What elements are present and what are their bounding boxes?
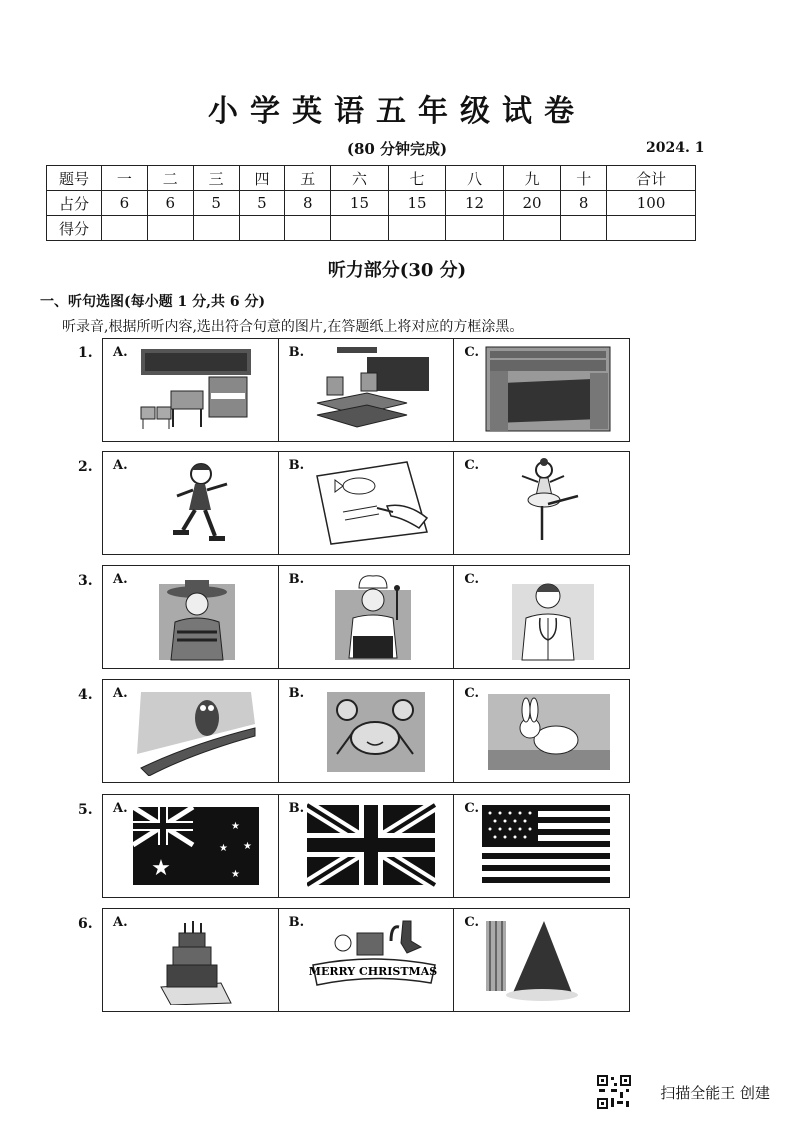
option-label: C. <box>464 915 479 930</box>
score-row <box>47 216 696 241</box>
exam-date: 2024. 1 <box>646 140 705 156</box>
option-b[interactable] <box>279 566 455 668</box>
points-cell: 5 <box>239 191 285 216</box>
option-a[interactable] <box>103 680 279 782</box>
question-number-row <box>47 166 696 191</box>
classroom-with-piano-icon <box>131 343 263 435</box>
option-c[interactable] <box>454 339 629 441</box>
option-c[interactable] <box>454 452 629 554</box>
birthday-cake-icon <box>131 913 263 1005</box>
option-label: A. <box>113 458 128 473</box>
option-label: A. <box>113 801 128 816</box>
section-heading: 一、听句选图(每小题 1 分,共 6 分) <box>40 294 266 310</box>
option-label: C. <box>464 572 479 587</box>
points-cell: 6 <box>147 191 193 216</box>
score-cell[interactable] <box>285 216 331 241</box>
score-cell[interactable] <box>446 216 504 241</box>
hand-drawing-fish-icon <box>307 456 439 548</box>
option-c[interactable] <box>454 909 629 1011</box>
crab-icon <box>307 684 439 776</box>
question-cell: 二 <box>147 166 193 191</box>
question-cell: 一 <box>102 166 148 191</box>
option-b[interactable] <box>279 795 455 897</box>
scanner-watermark: 扫描全能王 创建 <box>660 1084 770 1102</box>
option-label: C. <box>464 801 479 816</box>
question-row <box>102 679 630 783</box>
points-cell: 8 <box>285 191 331 216</box>
page-title: 小学英语五年级试卷 <box>208 94 586 129</box>
score-cell[interactable] <box>503 216 561 241</box>
svg-text:★: ★ <box>243 841 252 852</box>
question-cell: 六 <box>331 166 389 191</box>
question-number: 1. <box>78 345 93 361</box>
points-cell: 8 <box>561 191 607 216</box>
score-cell[interactable] <box>561 216 607 241</box>
option-b[interactable] <box>279 339 455 441</box>
option-a[interactable] <box>103 339 279 441</box>
option-c[interactable] <box>454 566 629 668</box>
qr-code-icon <box>596 1074 632 1110</box>
points-row <box>47 191 696 216</box>
question-row <box>102 794 630 898</box>
score-table <box>46 165 696 241</box>
row-label: 占分 <box>47 191 102 216</box>
score-cell[interactable] <box>193 216 239 241</box>
question-number: 6. <box>78 916 93 932</box>
farmer-icon <box>131 570 263 662</box>
question-cell: 合计 <box>607 166 696 191</box>
question-cell: 五 <box>285 166 331 191</box>
question-number: 5. <box>78 802 93 818</box>
question-cell: 四 <box>239 166 285 191</box>
question-cell: 十 <box>561 166 607 191</box>
question-row <box>102 908 630 1012</box>
option-label: A. <box>113 345 128 360</box>
question-cell: 八 <box>446 166 504 191</box>
option-a[interactable] <box>103 909 279 1011</box>
score-cell[interactable] <box>102 216 148 241</box>
svg-text:★: ★ <box>231 821 240 832</box>
listening-section-title: 听力部分(30 分) <box>327 260 467 281</box>
owl-on-branch-icon <box>131 684 263 776</box>
option-a[interactable] <box>103 566 279 668</box>
classroom-desks-icon <box>307 343 439 435</box>
option-label: A. <box>113 572 128 587</box>
question-cell: 三 <box>193 166 239 191</box>
option-label: C. <box>464 458 479 473</box>
option-c[interactable] <box>454 680 629 782</box>
option-label: B. <box>288 345 305 360</box>
score-cell[interactable] <box>331 216 389 241</box>
usa-flag-icon <box>482 799 614 891</box>
svg-text:★: ★ <box>219 843 228 854</box>
svg-text:★: ★ <box>151 856 171 881</box>
option-b[interactable] <box>279 452 455 554</box>
score-cell[interactable] <box>388 216 446 241</box>
doctor-icon <box>482 570 614 662</box>
option-a[interactable] <box>103 795 279 897</box>
option-label: B. <box>288 458 305 473</box>
points-cell: 5 <box>193 191 239 216</box>
points-cell: 20 <box>503 191 561 216</box>
cook-icon <box>307 570 439 662</box>
question-cell: 九 <box>503 166 561 191</box>
question-row <box>102 338 630 442</box>
question-row <box>102 565 630 669</box>
score-cell[interactable] <box>147 216 193 241</box>
points-cell: 100 <box>607 191 696 216</box>
option-label: C. <box>464 686 479 701</box>
option-label: C. <box>464 345 479 360</box>
uk-flag-icon <box>307 799 439 891</box>
points-cell: 12 <box>446 191 504 216</box>
row-label: 得分 <box>47 216 102 241</box>
option-label: B. <box>288 801 305 816</box>
australia-flag-icon <box>131 799 263 891</box>
option-label: B. <box>288 572 305 587</box>
question-row <box>102 451 630 555</box>
option-b[interactable] <box>279 680 455 782</box>
section-instruction: 听录音,根据所听内容,选出符合句意的图片,在答题纸上将对应的方框涂黑。 <box>62 319 524 335</box>
question-number: 3. <box>78 573 93 589</box>
boy-skating-icon <box>131 456 263 548</box>
exam-duration: (80 分钟完成) <box>346 140 448 158</box>
points-cell: 15 <box>388 191 446 216</box>
score-cell[interactable] <box>239 216 285 241</box>
option-label: B. <box>288 915 305 930</box>
question-cell: 七 <box>388 166 446 191</box>
party-hat-icon <box>482 913 614 1005</box>
row-label: 题号 <box>47 166 102 191</box>
score-cell[interactable] <box>607 216 696 241</box>
banner-text: MERRY CHRISTMAS <box>308 965 437 978</box>
option-label: A. <box>113 915 128 930</box>
points-cell: 6 <box>102 191 148 216</box>
merry-christmas-banner-icon <box>307 913 439 1005</box>
question-number: 4. <box>78 687 93 703</box>
question-number: 2. <box>78 459 93 475</box>
option-label: B. <box>288 686 305 701</box>
svg-text:★: ★ <box>231 869 240 880</box>
library-room-icon <box>482 343 614 435</box>
girl-ballet-dancing-icon <box>482 456 614 548</box>
option-a[interactable] <box>103 452 279 554</box>
option-b[interactable] <box>279 909 455 1011</box>
rabbit-icon <box>482 684 614 776</box>
option-c[interactable] <box>454 795 629 897</box>
points-cell: 15 <box>331 191 389 216</box>
option-label: A. <box>113 686 128 701</box>
